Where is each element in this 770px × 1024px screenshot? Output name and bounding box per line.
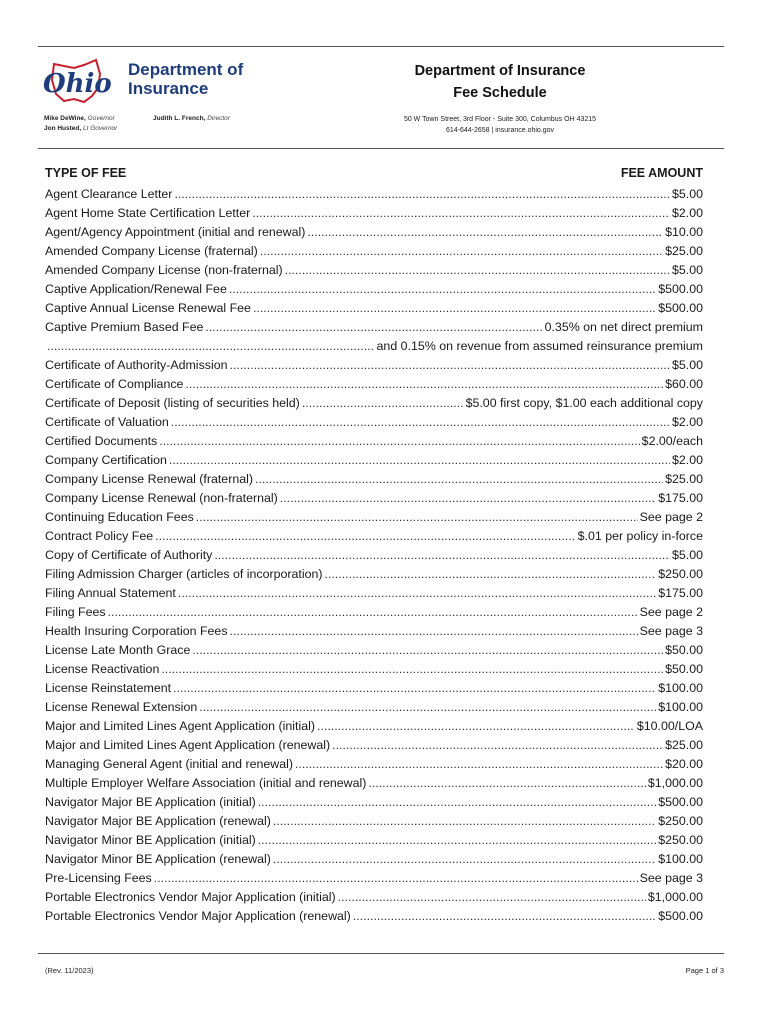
table-row <box>45 755 703 774</box>
fee-type: Company License Renewal (non-fraternal) <box>45 491 278 505</box>
fee-amount: $1,000.00 <box>647 890 703 904</box>
fee-type: Company Certification <box>45 453 167 467</box>
fee-amount: $250.00 <box>658 567 703 581</box>
fee-type: Company License Renewal (fraternal) <box>45 472 253 486</box>
fee-amount: See page 2 <box>639 510 703 524</box>
dot-leader <box>230 622 638 641</box>
fee-type: Major and Limited Lines Agent Application (renewal) <box>45 738 331 752</box>
dot-leader <box>173 679 656 698</box>
fee-amount: $175.00 <box>658 586 703 600</box>
table-row <box>45 413 703 432</box>
fee-type: Captive Annual License Renewal Fee <box>45 301 251 315</box>
table-row <box>45 356 703 375</box>
ohio-wordmark: Ohio <box>43 69 112 99</box>
bottom-rule <box>38 953 724 954</box>
table-row <box>45 603 703 622</box>
fee-type: Navigator Major BE Application (initial) <box>45 795 256 809</box>
dot-leader <box>302 394 464 413</box>
fee-amount: $25.00 <box>665 472 703 486</box>
fee-type: Portable Electronics Vendor Major Application (initial) <box>45 890 336 904</box>
dot-leader <box>325 565 657 584</box>
table-row <box>45 698 703 717</box>
dot-leader <box>260 242 663 261</box>
fee-type: Agent Clearance Letter <box>45 187 173 201</box>
fee-type: Amended Company License (fraternal) <box>45 244 258 258</box>
fee-type: Pre-Licensing Fees <box>45 871 152 885</box>
fee-type: Filing Annual Statement <box>45 586 176 600</box>
fee-amount: $5.00 <box>671 187 703 201</box>
table-row <box>45 337 703 356</box>
table-row <box>45 888 703 907</box>
dot-leader <box>192 641 663 660</box>
document-title <box>360 60 640 104</box>
dot-leader <box>171 413 670 432</box>
fee-table <box>45 185 703 926</box>
table-row <box>45 774 703 793</box>
governor-name: Mike DeWine, <box>44 115 86 122</box>
fee-amount: $.01 per policy in-force <box>577 529 703 543</box>
fee-amount: $60.00 <box>665 377 703 391</box>
table-row <box>45 831 703 850</box>
dot-leader <box>47 337 375 356</box>
department-name-line1: Department of <box>128 60 244 79</box>
table-row <box>45 527 703 546</box>
fee-type: Health Insuring Corporation Fees <box>45 624 228 638</box>
dot-leader <box>154 869 638 888</box>
fee-type: Portable Electronics Vendor Major Application (renewal) <box>45 909 351 923</box>
document-title-line1: Department of Insurance <box>414 63 586 79</box>
fee-amount: $5.00 <box>671 263 703 277</box>
fee-amount: $2.00 <box>671 415 703 429</box>
document-title-line2: Fee Schedule <box>453 85 547 101</box>
fee-type: Agent Home State Certification Letter <box>45 206 251 220</box>
fee-amount: $10.00/LOA <box>636 719 703 733</box>
table-row <box>45 565 703 584</box>
director-title: Director <box>207 115 230 122</box>
dot-leader <box>214 546 670 565</box>
dot-leader <box>230 356 670 375</box>
page-number: Page 1 of 3 <box>685 966 724 975</box>
table-row <box>45 622 703 641</box>
table-row <box>45 299 703 318</box>
director-block <box>153 114 230 124</box>
table-row <box>45 679 703 698</box>
fee-type: Amended Company License (non-fraternal) <box>45 263 283 277</box>
table-row <box>45 584 703 603</box>
fee-amount: $5.00 <box>671 548 703 562</box>
street-address: 50 W Town Street, 3rd Floor - Suite 300, Columbus OH 43215 <box>403 116 597 123</box>
fee-type: Navigator Minor BE Application (renewal) <box>45 852 271 866</box>
fee-type: Contract Policy Fee <box>45 529 154 543</box>
fee-amount: 0.35% on net direct premium <box>544 320 703 334</box>
dot-leader <box>196 508 638 527</box>
dot-leader <box>185 375 663 394</box>
dot-leader <box>174 185 670 204</box>
fee-type: Navigator Major BE Application (renewal) <box>45 814 271 828</box>
fee-type: Certificate of Deposit (listing of securities held) <box>45 396 300 410</box>
dot-leader <box>317 717 635 736</box>
table-row <box>45 660 703 679</box>
dot-leader <box>199 698 656 717</box>
table-row <box>45 223 703 242</box>
dot-leader <box>255 470 663 489</box>
table-row <box>45 318 703 337</box>
fee-type: Navigator Minor BE Application (initial) <box>45 833 256 847</box>
column-header-amount: FEE AMOUNT <box>620 166 703 180</box>
fee-amount: and 0.15% on revenue from assumed reinsurance premium <box>376 339 703 353</box>
governor-block <box>44 114 117 134</box>
fee-amount: $5.00 first copy, $1.00 each additional copy <box>465 396 703 410</box>
fee-amount: $50.00 <box>665 643 703 657</box>
fee-type: Certificate of Authority-Admission <box>45 358 228 372</box>
top-rule <box>38 46 724 47</box>
fee-amount: $2.00/each <box>641 434 703 448</box>
dot-leader <box>307 223 663 242</box>
dot-leader <box>178 584 656 603</box>
fee-amount: See page 2 <box>639 605 703 619</box>
fee-type: Copy of Certificate of Authority <box>45 548 213 562</box>
dot-leader <box>258 793 656 812</box>
fee-amount: $2.00 <box>671 206 703 220</box>
table-row <box>45 869 703 888</box>
department-name <box>128 60 243 98</box>
fee-amount: $500.00 <box>658 909 703 923</box>
lt-governor-name: Jon Husted, <box>44 125 82 132</box>
table-row <box>45 546 703 565</box>
fee-amount: $1,000.00 <box>647 776 703 790</box>
fee-amount: $500.00 <box>658 795 703 809</box>
dot-leader <box>368 774 645 793</box>
fee-amount: $50.00 <box>665 662 703 676</box>
fee-amount: $250.00 <box>658 814 703 828</box>
office-address <box>340 114 660 136</box>
dot-leader <box>155 527 576 546</box>
fee-amount: $100.00 <box>658 681 703 695</box>
fee-amount: $25.00 <box>665 738 703 752</box>
dot-leader <box>258 831 656 850</box>
dot-leader <box>285 261 670 280</box>
dot-leader <box>273 850 656 869</box>
table-row <box>45 375 703 394</box>
fee-type: Captive Premium Based Fee <box>45 320 204 334</box>
table-row <box>45 470 703 489</box>
fee-amount: See page 3 <box>639 624 703 638</box>
fee-amount: $10.00 <box>665 225 703 239</box>
table-row <box>45 489 703 508</box>
table-row <box>45 736 703 755</box>
table-row <box>45 641 703 660</box>
fee-type: Major and Limited Lines Agent Application (initial) <box>45 719 315 733</box>
fee-table-header <box>45 166 703 183</box>
fee-type: License Reinstatement <box>45 681 172 695</box>
table-row <box>45 280 703 299</box>
table-row <box>45 508 703 527</box>
dot-leader <box>280 489 656 508</box>
dot-leader <box>161 660 663 679</box>
fee-type: Captive Application/Renewal Fee <box>45 282 227 296</box>
fee-type: License Late Month Grace <box>45 643 191 657</box>
fee-type: Certificate of Valuation <box>45 415 169 429</box>
fee-type: Certificate of Compliance <box>45 377 184 391</box>
dot-leader <box>295 755 663 774</box>
fee-amount: $5.00 <box>671 358 703 372</box>
fee-type: Multiple Employer Welfare Association (initial and renewal) <box>45 776 367 790</box>
director-name: Judith L. French, <box>153 115 206 122</box>
fee-type: Continuing Education Fees <box>45 510 194 524</box>
fee-amount: $100.00 <box>658 852 703 866</box>
table-row <box>45 451 703 470</box>
table-row <box>45 394 703 413</box>
ohio-state-outline-icon <box>40 56 120 106</box>
fee-type: Agent/Agency Appointment (initial and renewal) <box>45 225 306 239</box>
ohio-logo <box>40 56 120 106</box>
fee-amount: $2.00 <box>671 453 703 467</box>
fee-type: License Renewal Extension <box>45 700 198 714</box>
dot-leader <box>229 280 656 299</box>
fee-amount: $250.00 <box>658 833 703 847</box>
dot-leader <box>252 204 670 223</box>
table-row <box>45 242 703 261</box>
governor-title: Governor <box>87 115 115 122</box>
dot-leader <box>159 432 639 451</box>
revision-note: (Rev. 11/2023) <box>45 966 94 975</box>
fee-amount: $100.00 <box>658 700 703 714</box>
fee-amount: $500.00 <box>658 301 703 315</box>
dot-leader <box>205 318 542 337</box>
fee-amount: $175.00 <box>658 491 703 505</box>
fee-amount: See page 3 <box>639 871 703 885</box>
fee-type: Filing Admission Charger (articles of incorporation) <box>45 567 323 581</box>
table-row <box>45 812 703 831</box>
dot-leader <box>108 603 638 622</box>
dot-leader <box>169 451 670 470</box>
table-row <box>45 432 703 451</box>
department-name-line2: Insurance <box>128 79 209 98</box>
fee-amount: $25.00 <box>665 244 703 258</box>
table-row <box>45 185 703 204</box>
contact-info: 614-644-2658 | insurance.ohio.gov <box>445 127 555 134</box>
table-row <box>45 204 703 223</box>
fee-amount: $20.00 <box>665 757 703 771</box>
lt-governor-title: Lt Governor <box>83 125 118 132</box>
dot-leader <box>338 888 646 907</box>
header-rule <box>38 148 724 149</box>
dot-leader <box>253 299 656 318</box>
table-row <box>45 717 703 736</box>
fee-type: Filing Fees <box>45 605 106 619</box>
fee-type: Certified Documents <box>45 434 158 448</box>
dot-leader <box>273 812 656 831</box>
column-header-type: TYPE OF FEE <box>45 166 127 180</box>
table-row <box>45 850 703 869</box>
fee-amount: $500.00 <box>658 282 703 296</box>
table-row <box>45 793 703 812</box>
dot-leader <box>353 907 656 926</box>
table-row <box>45 261 703 280</box>
table-row <box>45 907 703 926</box>
fee-type: License Reactivation <box>45 662 160 676</box>
dot-leader <box>332 736 663 755</box>
fee-type: Managing General Agent (initial and renewal) <box>45 757 293 771</box>
